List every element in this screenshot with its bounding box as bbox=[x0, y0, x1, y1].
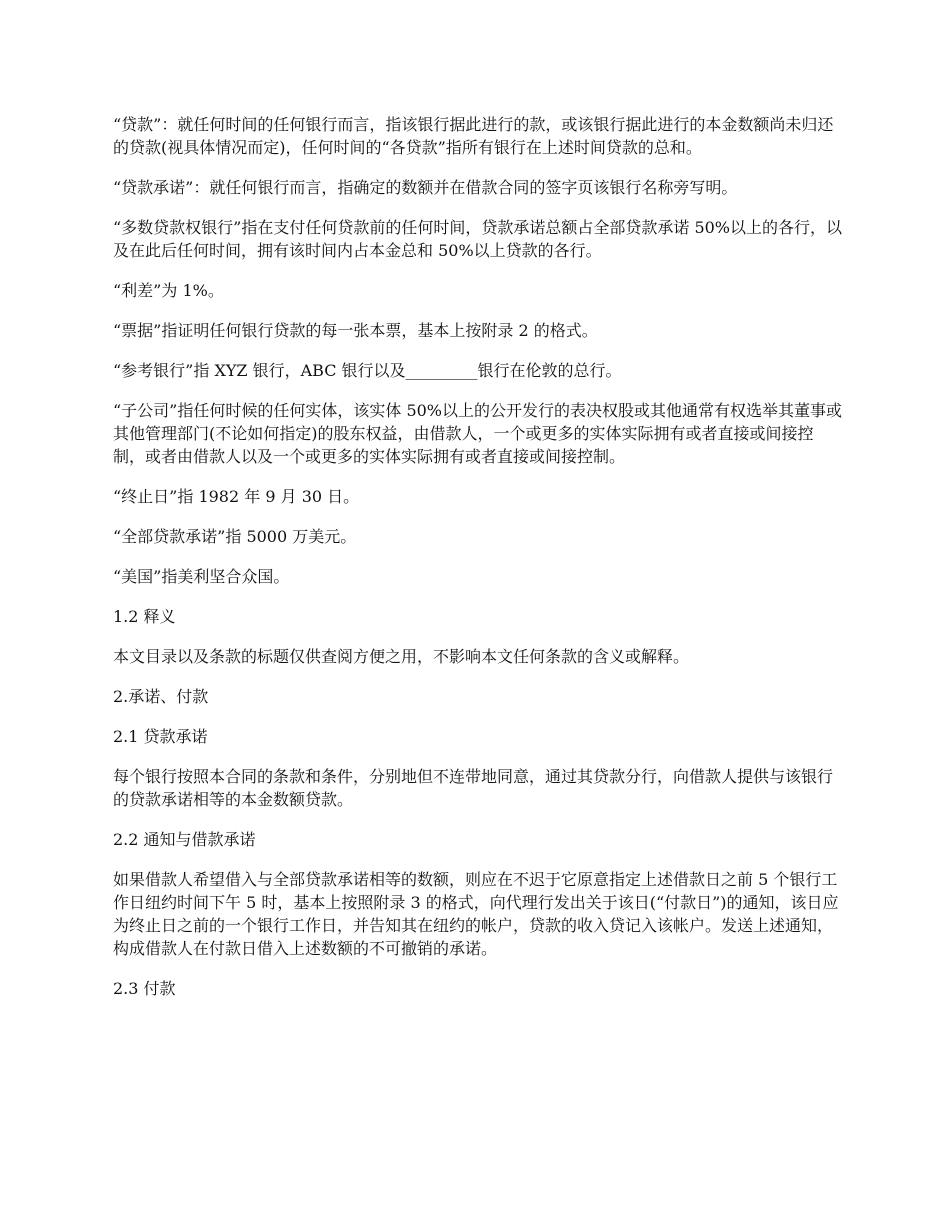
definition-termination-date: “终止日”指 1982 年 9 月 30 日。 bbox=[113, 487, 360, 506]
definition-note: “票据”指证明任何银行贷款的每一张本票，基本上按附录 2 的格式。 bbox=[113, 321, 598, 340]
definition-reference-banks: “参考银行”指 XYZ 银行，ABC 银行以及_________银行在伦敦的总行。 bbox=[113, 361, 622, 380]
notice-text: 如果借款人希望借入与全部贷款承诺相等的数额，则应在不迟于它原意指定上述借款日之前 5 个银行工作日纽约时间下午 5 时，基本上按照附录 3 的格式，向代理行发出关于该日(“付款日”)的通知，该日应为终止日之前的一个银行工作日，并告知其在纽约的帐户，贷款的收入贷记入该帐户。发送上述通知，构成借款人在付款日借入上述数额的不可撤销的承诺。 bbox=[113, 870, 839, 958]
definition-majority-banks: “多数贷款权银行”指在支付任何贷款前的任何时间，贷款承诺总额占全部贷款承诺 50%以上的各行，以及在此后任何时间，拥有该时间内占本金总和 50%以上贷款的各行。 bbox=[113, 218, 843, 260]
loan-commitment-text: 每个银行按照本合同的条款和条件，分别地但不连带地同意，通过其贷款分行，向借款人提供与该银行的贷款承诺相等的本金数额贷款。 bbox=[113, 767, 834, 809]
section-heading-2-1: 2.1 贷款承诺 bbox=[113, 727, 208, 746]
definition-margin: “利差”为 1%。 bbox=[113, 281, 224, 300]
document-page bbox=[113, 113, 843, 1017]
section-heading-2-3: 2.3 付款 bbox=[113, 979, 176, 998]
definition-united-states: “美国”指美利坚合众国。 bbox=[113, 567, 290, 586]
definition-total-commitment: “全部贷款承诺”指 5000 万美元。 bbox=[113, 527, 357, 546]
definition-subsidiary: “子公司”指任何时候的任何实体，该实体 50%以上的公开发行的表决权股或其他通常有权选举其董事或其他管理部门(不论如何指定)的股东权益，由借款人，一个或更多的实体实际拥有或者直接或间接控制，或者由借款人以及一个或更多的实体实际拥有或者直接或间接控制。 bbox=[113, 401, 843, 466]
section-heading-1-2: 1.2 释义 bbox=[113, 607, 176, 626]
section-heading-2-2: 2.2 通知与借款承诺 bbox=[113, 830, 256, 849]
definition-loan: “贷款”：就任何时间的任何银行而言，指该银行据此进行的款，或该银行据此进行的本金数额尚未归还的贷款(视具体情况而定)，任何时间的“各贷款”指所有银行在上述时间贷款的总和。 bbox=[113, 115, 834, 157]
interpretation-text: 本文目录以及条款的标题仅供查阅方便之用，不影响本文任何条款的含义或解释。 bbox=[113, 647, 690, 666]
definition-loan-commitment: “贷款承诺”：就任何银行而言，指确定的数额并在借款合同的签字页该银行名称旁写明。 bbox=[113, 178, 738, 197]
section-heading-2: 2.承诺、付款 bbox=[113, 687, 209, 706]
